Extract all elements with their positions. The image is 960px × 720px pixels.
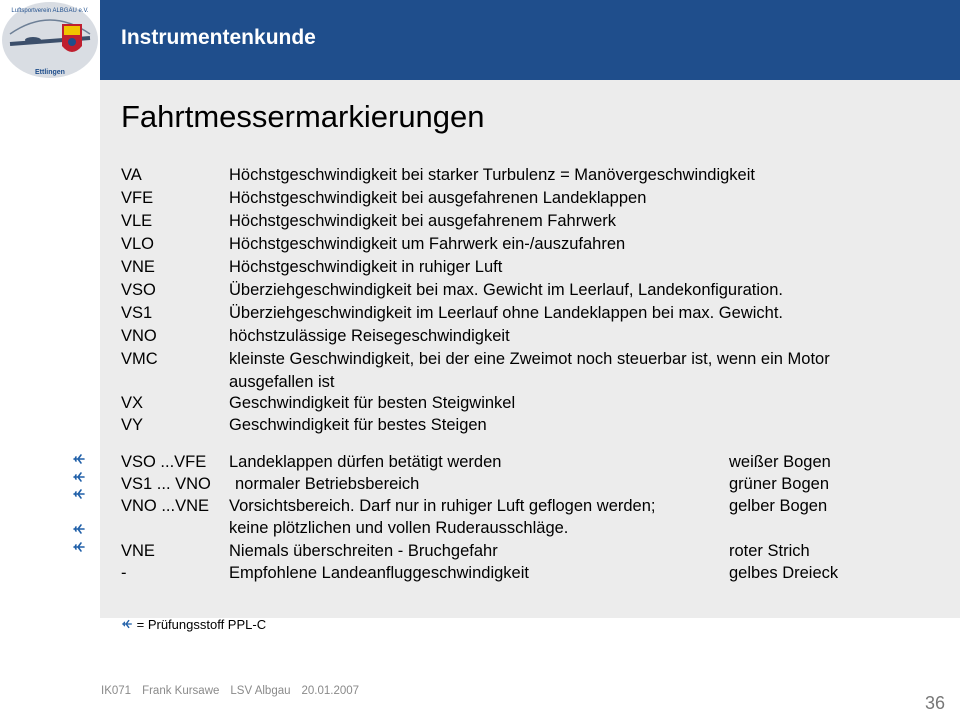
definition-abbr: VLO xyxy=(121,235,155,253)
definition-description: Höchstgeschwindigkeit in ruhiger Luft xyxy=(229,258,503,276)
footnote-text: = Prüfungsstoff PPL-C xyxy=(136,617,267,632)
plane-icon xyxy=(72,452,86,466)
range-label: VS1 ... VNO xyxy=(121,475,211,493)
range-marking: roter Strich xyxy=(729,542,810,560)
footer-code: IK071 xyxy=(101,685,132,697)
definition-abbr: VX xyxy=(121,394,144,412)
range-label: - xyxy=(121,564,127,582)
header-title: Instrumentenkunde xyxy=(121,26,316,49)
definition-abbr: VSO xyxy=(121,281,156,299)
definition-abbr: VNE xyxy=(121,258,155,276)
definition-description: höchstzulässige Reisegeschwindigkeit xyxy=(229,327,510,345)
definition-description: kleinste Geschwindigkeit, bei der eine Zweimot noch steuerbar ist, wenn ein Motor xyxy=(229,350,830,368)
range-description: keine plötzlichen und vollen Ruderausschläge. xyxy=(229,519,569,537)
definition-abbr: VLE xyxy=(121,212,153,230)
definition-abbr: VA xyxy=(121,166,142,184)
definition-abbr: VNO xyxy=(121,327,157,345)
range-marking: grüner Bogen xyxy=(729,475,829,493)
range-description: Empfohlene Landeanfluggeschwindigkeit xyxy=(229,564,529,582)
definition-abbr: VS1 xyxy=(121,304,153,322)
definition-description: Geschwindigkeit für besten Steigwinkel xyxy=(229,394,516,412)
range-marking: gelber Bogen xyxy=(729,497,828,515)
range-label: VNE xyxy=(121,542,155,560)
page-number: 36 xyxy=(924,693,945,713)
plane-icon xyxy=(72,487,86,501)
plane-icon xyxy=(72,522,86,536)
page-title: Fahrtmessermarkierungen xyxy=(121,99,485,134)
definition-description: ausgefallen ist xyxy=(229,373,335,391)
footer-club: LSV Albgau xyxy=(230,685,291,697)
range-label: VSO ...VFE xyxy=(121,453,207,471)
definition-description: Höchstgeschwindigkeit um Fahrwerk ein-/auszufahren xyxy=(229,235,626,253)
definition-abbr: VMC xyxy=(121,350,158,368)
logo-text-top: Luftsportverein ALBGAU e.V. xyxy=(11,8,89,14)
header xyxy=(0,0,960,80)
definition-description: Geschwindigkeit für bestes Steigen xyxy=(229,416,487,434)
club-logo xyxy=(0,0,100,80)
range-description: Landeklappen dürfen betätigt werden xyxy=(229,453,502,471)
range-description: Niemals überschreiten - Bruchgefahr xyxy=(229,542,498,560)
range-marking: weißer Bogen xyxy=(729,453,831,471)
range-label: VNO ...VNE xyxy=(121,497,210,515)
definition-description: Höchstgeschwindigkeit bei starker Turbulenz = Manövergeschwindigkeit xyxy=(229,166,755,184)
definition-abbr: VFE xyxy=(121,189,154,207)
footer-date: 20.01.2007 xyxy=(301,685,360,697)
plane-icon xyxy=(72,540,86,554)
range-description: normaler Betriebsbereich xyxy=(235,475,420,493)
definition-description: Überziehgeschwindigkeit bei max. Gewicht im Leerlauf, Landekonfiguration. xyxy=(229,281,783,299)
range-description: Vorsichtsbereich. Darf nur in ruhiger Luft geflogen werden; xyxy=(229,497,656,515)
definition-description: Überziehgeschwindigkeit im Leerlauf ohne Landeklappen bei max. Gewicht. xyxy=(229,304,783,322)
footnote xyxy=(121,617,266,632)
logo-text-bottom: Ettlingen xyxy=(35,69,65,76)
plane-icon xyxy=(72,470,86,484)
range-marking: gelbes Dreieck xyxy=(729,564,839,582)
definition-description: Höchstgeschwindigkeit bei ausgefahrenen Landeklappen xyxy=(229,189,647,207)
plane-icon xyxy=(121,618,133,630)
definition-abbr: VY xyxy=(121,416,144,434)
footer-meta xyxy=(101,685,370,697)
footer-author: Frank Kursawe xyxy=(142,685,220,697)
definition-description: Höchstgeschwindigkeit bei ausgefahrenem Fahrwerk xyxy=(229,212,617,230)
